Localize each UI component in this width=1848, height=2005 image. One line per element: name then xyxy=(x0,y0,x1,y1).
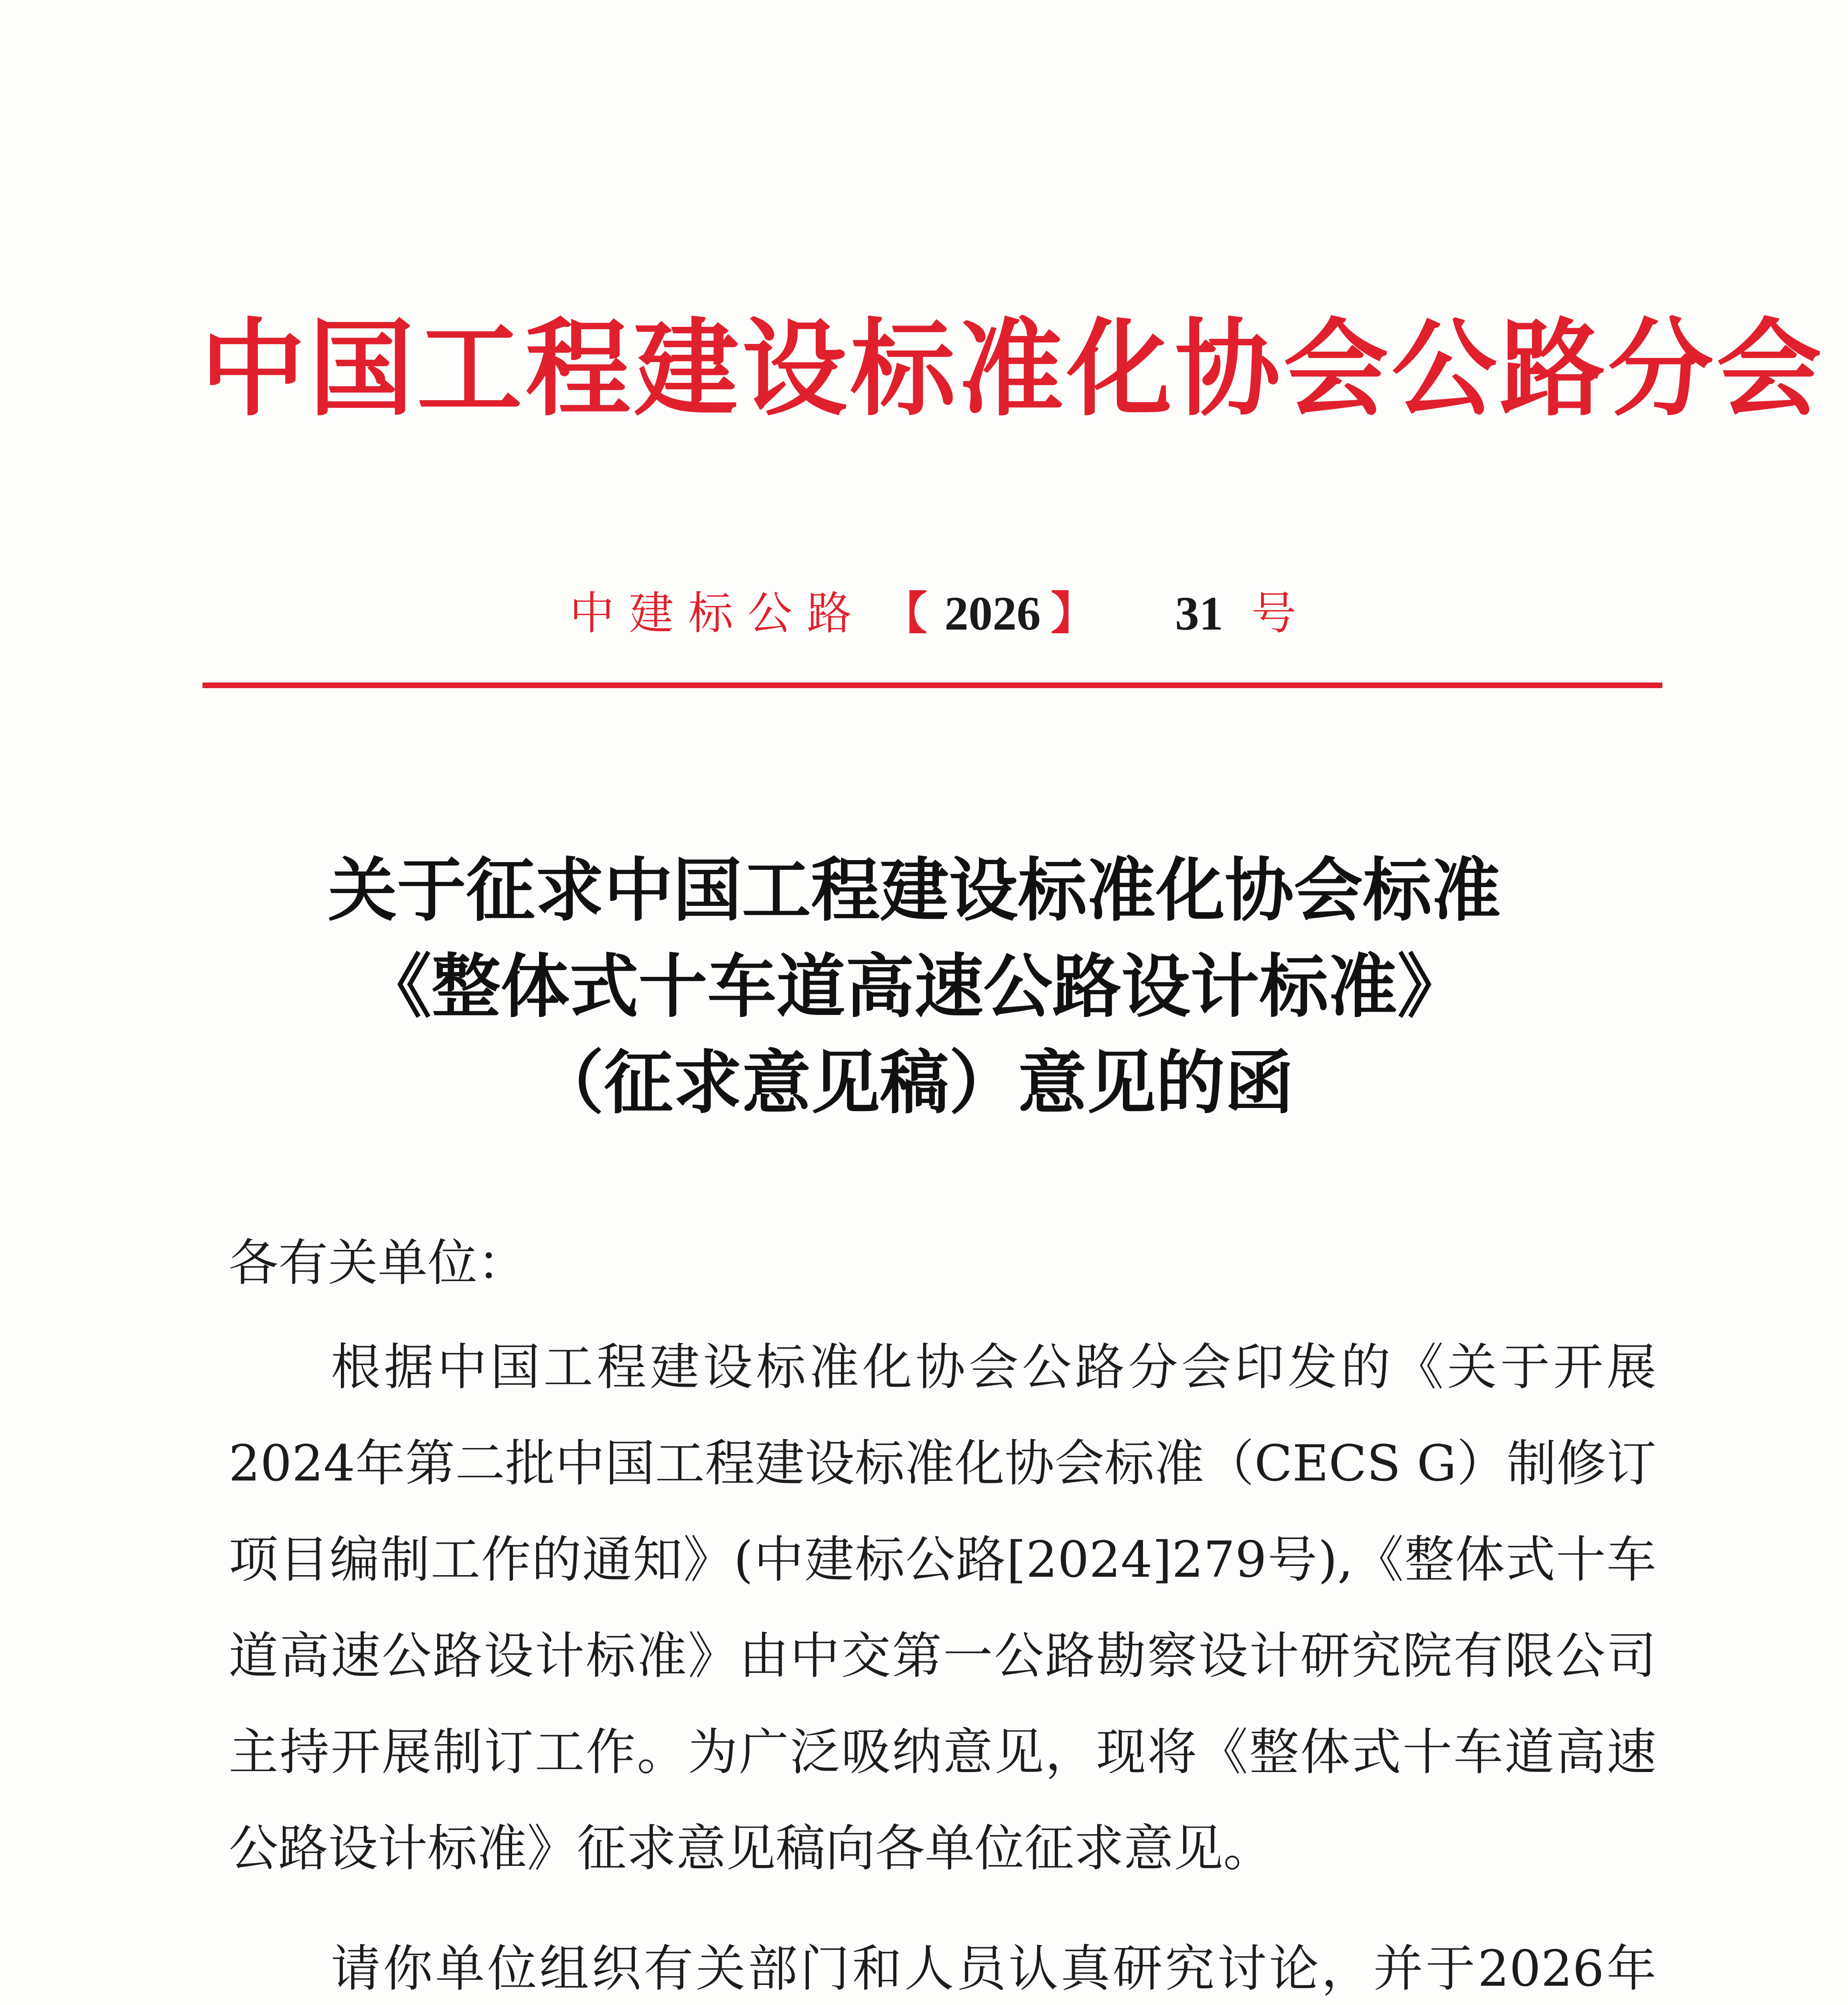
title-line: （征求意见稿）意见的函 xyxy=(535,1042,1294,1123)
paragraph-line: 公路设计标准》征求意见稿向各单位征求意见。 xyxy=(229,1820,1273,1877)
document-number-suffix: 号 xyxy=(1251,587,1296,640)
body-paragraph-2 xyxy=(229,1921,1656,2005)
letterhead-divider xyxy=(203,683,1662,688)
document-number-year: 2026 xyxy=(944,587,1041,640)
document-number xyxy=(553,585,1315,642)
paragraph-line: 2024年第二批中国工程建设标准化协会标准（CECS G）制修订 xyxy=(229,1435,1656,1493)
document-number-bracket-open: 【 xyxy=(882,587,927,640)
body-paragraph-1 xyxy=(229,1319,1656,1897)
salutation: 各有关单位： xyxy=(229,1234,527,1292)
document-number-bracket-close: 】 xyxy=(1051,587,1096,640)
paragraph-line: 道高速公路设计标准》由中交第一公路勘察设计研究院有限公司 xyxy=(229,1627,1656,1685)
letterhead-org-name: 中国工程建设标准化协会公路分会 xyxy=(201,308,1825,430)
document-title xyxy=(201,842,1628,1131)
document-number-serial: 31 xyxy=(1175,587,1223,640)
document-number-prefix: 中建标公路 xyxy=(569,587,866,640)
paragraph-line: 主持开展制订工作。为广泛吸纳意见，现将《整体式十车道高速 xyxy=(229,1723,1656,1781)
paragraph-line: 根据中国工程建设标准化协会公路分会印发的《关于开展 xyxy=(331,1339,1656,1396)
paragraph-line: 项目编制工作的通知》(中建标公路[2024]279号),《整体式十车 xyxy=(229,1531,1656,1589)
title-line: 关于征求中国工程建设标准化协会标准 xyxy=(328,849,1501,931)
paragraph-line: 请你单位组织有关部门和人员认真研究讨论，并于2026年 xyxy=(331,1940,1656,1998)
title-line: 《整体式十车道高速公路设计标准》 xyxy=(363,946,1466,1027)
